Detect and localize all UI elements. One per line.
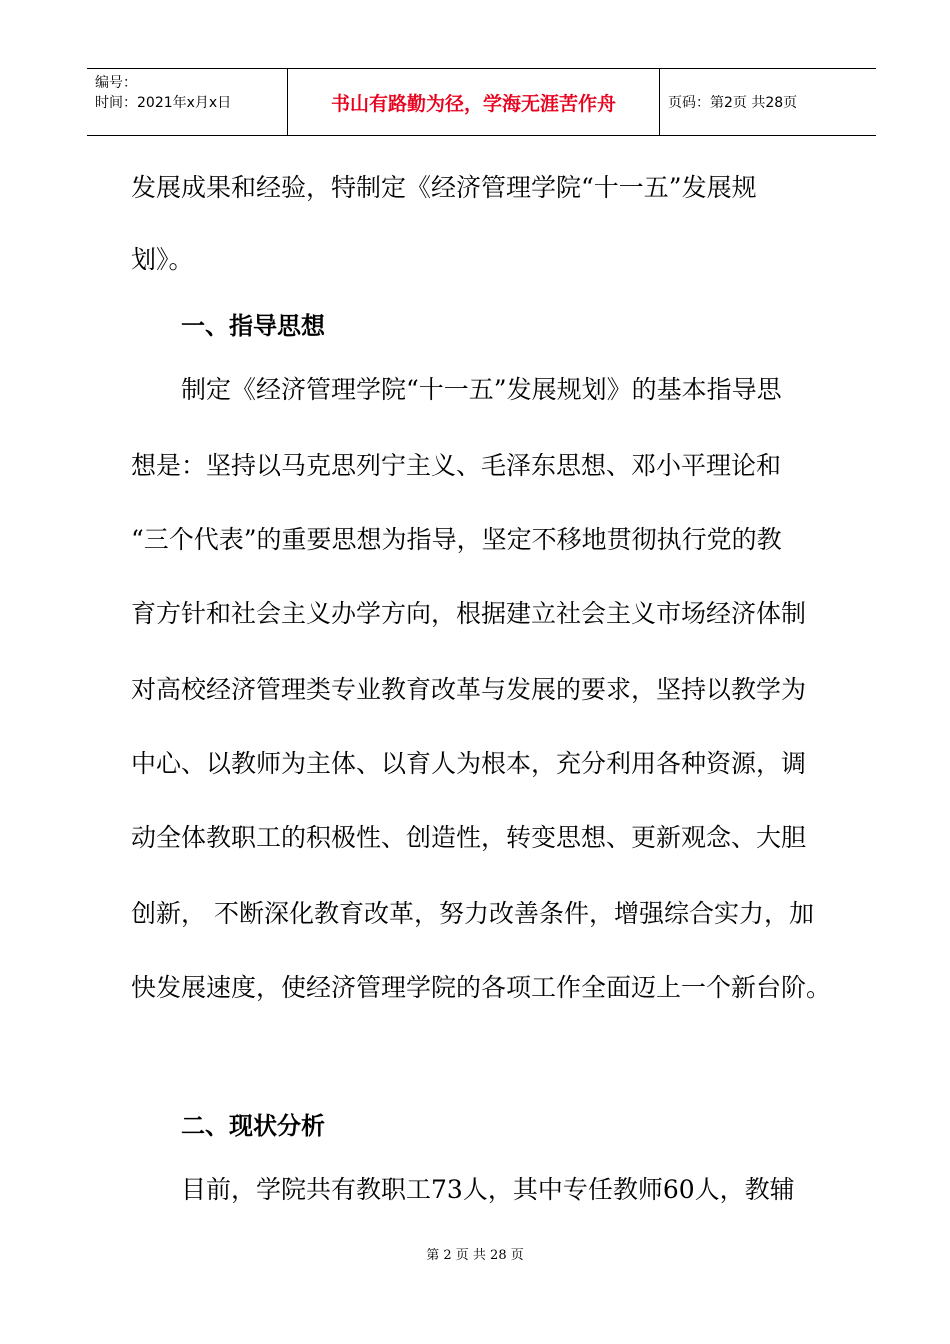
header-motto-cell bbox=[287, 69, 660, 135]
paragraph-line: 想是：坚持以马克思列宁主义、毛泽东思想、邓小平理论和 bbox=[131, 451, 782, 480]
paragraph-line: 对高校经济管理类专业教育改革与发展的要求，坚持以教学为 bbox=[131, 675, 807, 704]
page-header bbox=[87, 68, 876, 136]
paragraph-line: 育方针和社会主义办学方向，根据建立社会主义市场经济体制 bbox=[131, 599, 807, 628]
paragraph-line: 快发展速度，使经济管理学院的各项工作全面迈上一个新台阶。 bbox=[131, 973, 832, 1002]
paragraph-line: 动全体教职工的积极性、创造性，转变思想、更新观念、大胆 bbox=[131, 823, 807, 852]
header-motto: 书山有路勤为径，学海无涯苦作舟 bbox=[330, 92, 616, 115]
paragraph-line: 制定《经济管理学院“十一五”发展规划》的基本指导思 bbox=[181, 375, 782, 404]
header-meta bbox=[87, 69, 287, 135]
paragraph-line: “三个代表”的重要思想为指导，坚定不移地贯彻执行党的教 bbox=[131, 525, 782, 554]
header-page-info bbox=[660, 69, 876, 135]
section-heading-guiding: 一、指导思想 bbox=[181, 312, 325, 340]
doc-number-label: 编号： bbox=[95, 75, 137, 91]
paragraph-line: 中心、以教师为主体、以育人为根本，充分利用各种资源，调 bbox=[131, 749, 807, 778]
page-footer: 第 2 页 共 28 页 bbox=[426, 1248, 524, 1263]
doc-time-label: 时间：2021年x月x日 bbox=[95, 95, 232, 111]
body-line: 发展成果和经验，特制定《经济管理学院“十一五”发展规 bbox=[131, 173, 757, 202]
page-number-label: 页码：第2页 共28页 bbox=[668, 95, 798, 111]
paragraph-line: 目前，学院共有教职工73人，其中专任教师60人，教辅 bbox=[181, 1175, 795, 1204]
body-line: 划》。 bbox=[131, 245, 194, 274]
section-heading-status: 二、现状分析 bbox=[181, 1112, 325, 1140]
paragraph-line: 创新， 不断深化教育改革，努力改善条件，增强综合实力，加 bbox=[131, 899, 814, 928]
